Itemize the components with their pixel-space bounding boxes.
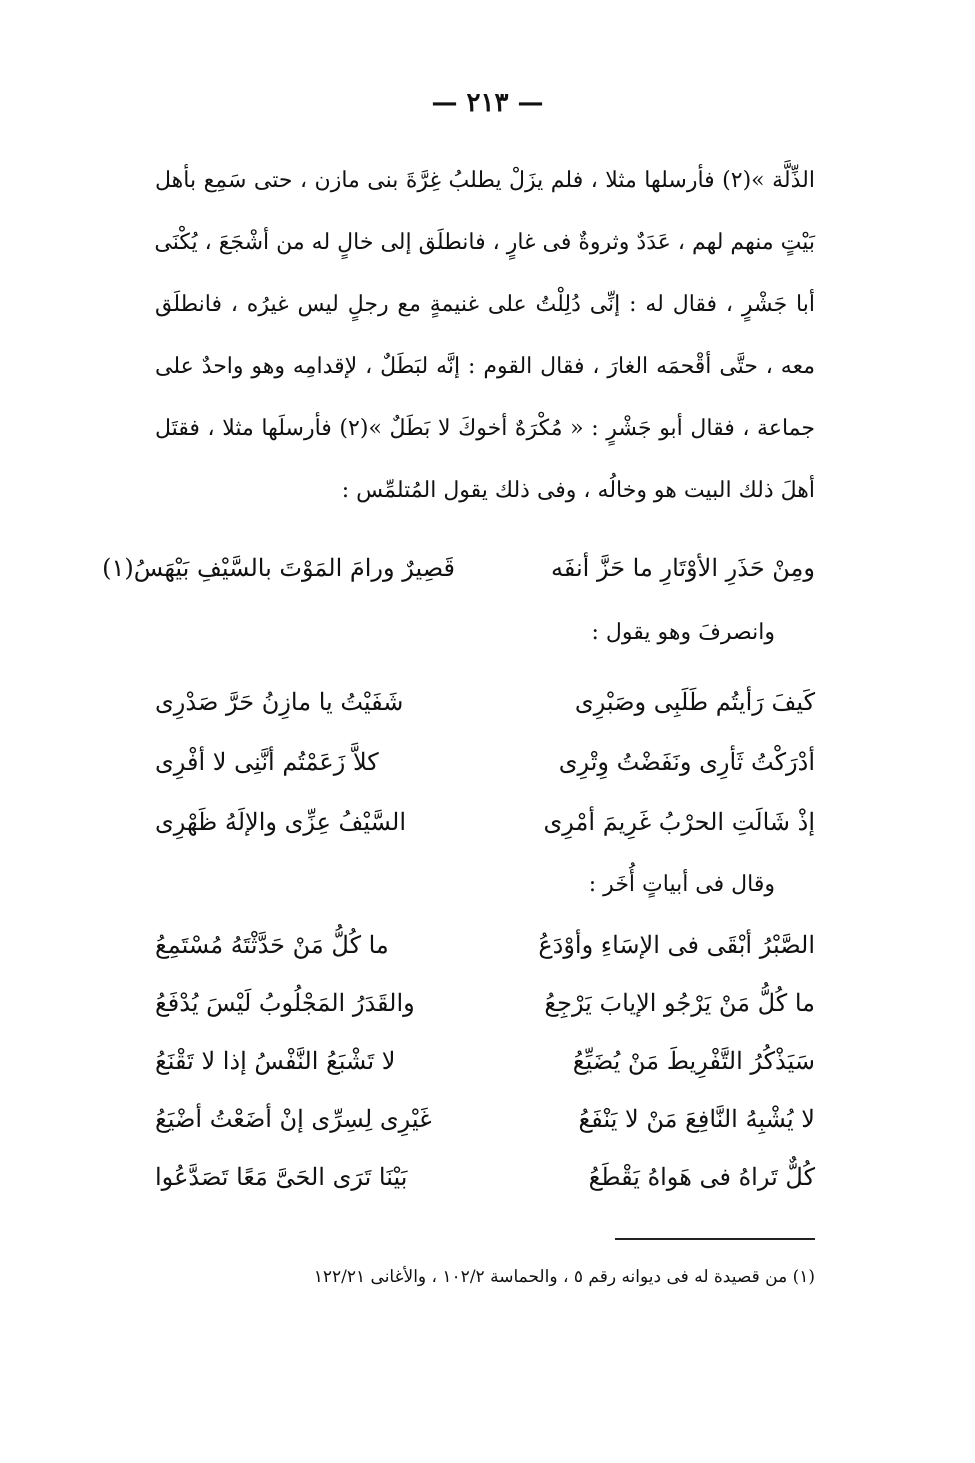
verse-line bbox=[155, 732, 815, 792]
prose-line: أهلَ ذلك البيت هو وخالُه ، وفى ذلك يقول المُتلمِّس : bbox=[341, 478, 815, 503]
verse-second-hemistich: لا تَشْبَعُ النَّفْسُ إذا لا تَقْنَعُ bbox=[155, 1047, 396, 1075]
footnote-divider bbox=[615, 1238, 815, 1240]
verse-first-hemistich: لا يُشْبِهُ النَّافِعَ مَنْ لا يَنْفَعُ bbox=[578, 1105, 815, 1133]
verse-first-hemistich: ما كُلُّ مَنْ يَرْجُو الإيابَ يَرْجِعُ bbox=[544, 989, 815, 1017]
verse-second-hemistich: السَّيْفُ عِزِّى والإلَهُ ظَهْرِى bbox=[155, 808, 407, 836]
verse-line bbox=[155, 1147, 815, 1207]
verse-line bbox=[155, 1031, 815, 1091]
prose-line: معه ، حتَّى أقْحمَه الغارَ ، فقال القوم : إنَّه لبَطَلٌ ، لإقدامِه وهو واحدٌ على bbox=[155, 354, 815, 379]
verse-first-hemistich: كَيفَ رَأيتُم طَلَبِى وصَبْرِى bbox=[574, 688, 815, 716]
verse-first-hemistich: سَيَذْكُرُ التَّفْرِيطَ مَنْ يُضَيِّعُ bbox=[572, 1047, 815, 1075]
verse-line bbox=[102, 538, 815, 598]
prose-paragraph bbox=[155, 150, 815, 522]
prose-line: الذِّلَّة »(٢) فأرسلها مثلا ، فلم يزَلْ يطلبُ غِرَّةَ بنى مازن ، حتى سَمِع بأهل bbox=[155, 168, 815, 193]
verse-first-hemistich: كُلٌّ تَراهُ فى هَواهُ يَقْطَعُ bbox=[588, 1163, 815, 1191]
verse-line bbox=[155, 1089, 815, 1149]
verse-second-hemistich: قَصِيرٌ ورامَ المَوْتَ بالسَّيْفِ بَيْهَسُ(١) bbox=[102, 554, 455, 582]
verse-line bbox=[155, 915, 815, 975]
verse-line bbox=[155, 792, 815, 852]
verse-second-hemistich: غَيْرِى لِسِرِّى إنْ أضَعْتُ أضْيَعُ bbox=[155, 1105, 432, 1133]
verse-first-hemistich: أدْرَكْتُ ثَأرِى ونَفَضْتُ وِتْرِى bbox=[558, 748, 815, 776]
verse-first-hemistich: إذْ شَالَتِ الحرْبُ غَرِيمَ أمْرِى bbox=[543, 808, 815, 836]
footnote: (١) من قصيدة له فى ديوانه رقم ٥ ، والحماسة ١٠٢/٢ ، والأغانى ١٢٢/٢١ bbox=[313, 1267, 815, 1287]
verse-intro: وانصرفَ وهو يقول : bbox=[591, 620, 775, 645]
verse-second-hemistich: ما كُلُّ مَنْ حَدَّثْتَهُ مُسْتَمِعُ bbox=[155, 931, 389, 959]
verse-first-hemistich: الصَّبْرُ أبْقَى فى الإسَاءِ وأوْدَعُ bbox=[538, 931, 815, 959]
verse-line bbox=[155, 973, 815, 1033]
verse-first-hemistich: ومِنْ حَذَرِ الأوْتَارِ ما حَزَّ أنفَه bbox=[550, 554, 815, 582]
prose-line: بَيْتٍ منهم لهم ، عَدَدٌ وثروةٌ فى غارٍ ، فانطلَق إلى خالٍ له من أشْجَعَ ، يُكْنَى bbox=[154, 230, 815, 255]
verse-line bbox=[155, 672, 815, 732]
verse-second-hemistich: شَفَيْتُ يا مازِنُ حَرَّ صَدْرِى bbox=[155, 688, 404, 716]
verse-second-hemistich: بَيْنَا تَرَى الحَىَّ مَعًا تَصَدَّعُوا bbox=[155, 1163, 408, 1191]
verse-second-hemistich: كلاَّ زَعَمْتُم أنَّنِى لا أفْرِى bbox=[155, 748, 379, 776]
verse-second-hemistich: والقَدَرُ المَجْلُوبُ لَيْسَ يُدْفَعُ bbox=[155, 989, 415, 1017]
prose-line: أبا جَشْرٍ ، فقال له : إنِّى دُلِلْتُ على غنيمةٍ مع رجلٍ ليس غيرُه ، فانطلَق bbox=[155, 292, 815, 317]
prose-line: جماعة ، فقال أبو جَشْرٍ : « مُكْرَهٌ أخوكَ لا بَطَلٌ »(٢) فأرسلَها مثلا ، فقتَل bbox=[155, 416, 815, 441]
page-number: — ٢١٣ — bbox=[431, 88, 544, 118]
verse-intro: وقال فى أبياتٍ أُخَر : bbox=[588, 872, 775, 897]
